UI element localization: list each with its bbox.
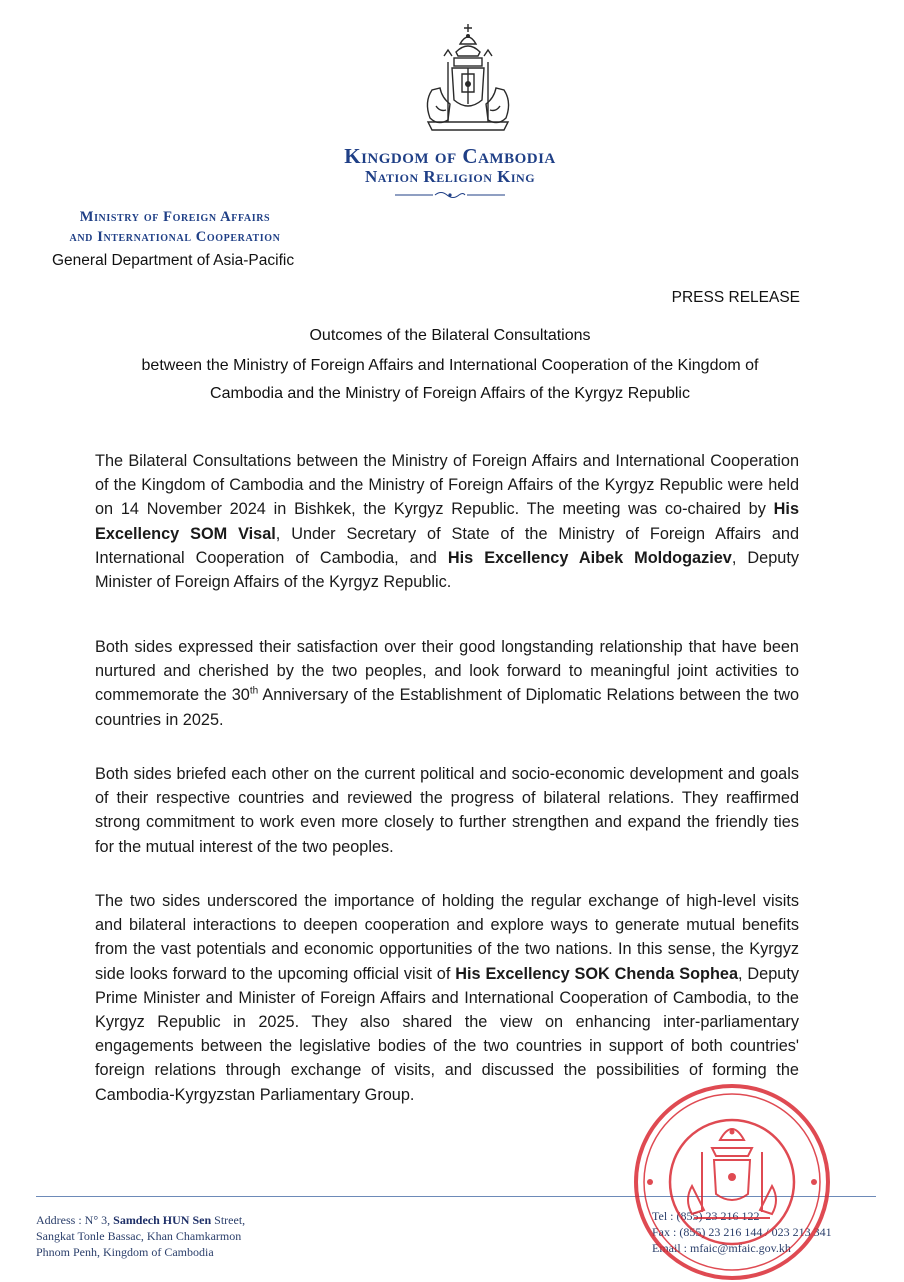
contact-email[interactable]: Email : mfaic@mfaic.gov.kh bbox=[652, 1241, 791, 1255]
p2-text-b: Anniversary of the Establishment of Diplomatic Relations between the two countries in 2025. bbox=[95, 686, 800, 729]
department-name: General Department of Asia-Pacific bbox=[52, 252, 295, 269]
body-paragraph-4 bbox=[95, 889, 799, 1107]
p2-text-a: Both sides expressed their satisfaction over their good longstanding relationship that have been nurtured and cherished by the two peoples, and look forward to meaningful joint activities to commemorate the 30 bbox=[95, 638, 799, 705]
national-motto: Nation Religion King bbox=[364, 167, 536, 186]
address-line1 bbox=[36, 1212, 245, 1228]
p4-name-sok-chenda-sophea: His Excellency SOK Chenda Sophea bbox=[455, 964, 739, 983]
title-line2: between the Ministry of Foreign Affairs and International Cooperation of the Kingdom of bbox=[141, 357, 759, 374]
p1-text-e: , Deputy Minister of Foreign Affairs of the Kyrgyz Republic. bbox=[95, 548, 799, 592]
ministry-name-line1: Ministry of Foreign Affairs bbox=[79, 209, 271, 225]
contact-fax: Fax : (855) 23 216 144 / 023 213 341 bbox=[652, 1225, 832, 1239]
body-paragraph-2 bbox=[95, 635, 799, 732]
ornamental-divider bbox=[395, 190, 505, 200]
p4-text-c: , Deputy Prime Minister and Minister of Foreign Affairs and International Cooperation of Cambodia, to the Kyrgyz Republic in 2025. They also shared the view on enhancing inter-parliamentary engagements between the legislative bodies of the two countries in support of both countries' foreign relations through exchange of visits, and discussed the possibilities of forming the Cambodia-Kyrgyzstan Parliamentary Group. bbox=[95, 964, 800, 1104]
p1-name-aibek-moldogaziev: His Excellency Aibek Moldogaziev bbox=[447, 548, 732, 567]
ministry-name-line2: and International Cooperation bbox=[69, 229, 281, 245]
title-line1: Outcomes of the Bilateral Consultations bbox=[309, 327, 591, 344]
p1-name-som-visal: His Excellency SOM Visal bbox=[95, 500, 799, 543]
address-line2: Sangkat Tonle Bassac, Khan Chamkarmon bbox=[36, 1229, 242, 1243]
address-prefix: Address : N° 3, bbox=[36, 1213, 114, 1227]
contact-tel: Tel : (855) 23 216 122 bbox=[652, 1209, 760, 1223]
p4-text-a: The two sides underscored the importance of holding the regular exchange of high-level visits and bilateral interactions to deepen cooperation and explore ways to generate mutual benefits from the vast potentials and economic opportunities of the two nations. In this sense, the Kyrgyz side looks forward to the upcoming official visit of bbox=[95, 892, 799, 983]
address-line3: Phnom Penh, Kingdom of Cambodia bbox=[36, 1245, 214, 1259]
kingdom-heading: Kingdom of Cambodia bbox=[344, 144, 556, 168]
body-paragraph-3: Both sides briefed each other on the current political and socio-economic development and goals of their respective countries and reviewed the progress of bilateral relations. They reaffirmed strong commitment to work even more closely to further strengthen and expand the friendly ties for the mutual interest of the two peoples. bbox=[95, 765, 799, 856]
royal-coat-of-arms-emblem bbox=[418, 22, 518, 138]
p1-text-a: The Bilateral Consultations between the Ministry of Foreign Affairs and International Cooperation of the Kingdom of Cambodia and the Ministry of Foreign Affairs of the Kyrgyz Republic were held on 14 November 2024 in Bishkek, the Kyrgyz Republic. The meeting was co-chaired by bbox=[95, 452, 799, 519]
official-red-seal-stamp bbox=[632, 1082, 832, 1282]
p2-ordinal-suffix: th bbox=[249, 685, 259, 697]
address-suffix: Street, bbox=[211, 1213, 246, 1227]
body-paragraph-1 bbox=[95, 449, 799, 594]
address-street: Samdech HUN Sen bbox=[113, 1213, 212, 1227]
footer-address bbox=[36, 1212, 245, 1260]
p1-text-c: , Under Secretary of State of the Ministry of Foreign Affairs and International Cooperation of Cambodia, and bbox=[95, 524, 799, 567]
title-line3: Cambodia and the Ministry of Foreign Affairs of the Kyrgyz Republic bbox=[210, 385, 690, 402]
document-type-label: PRESS RELEASE bbox=[671, 289, 800, 306]
